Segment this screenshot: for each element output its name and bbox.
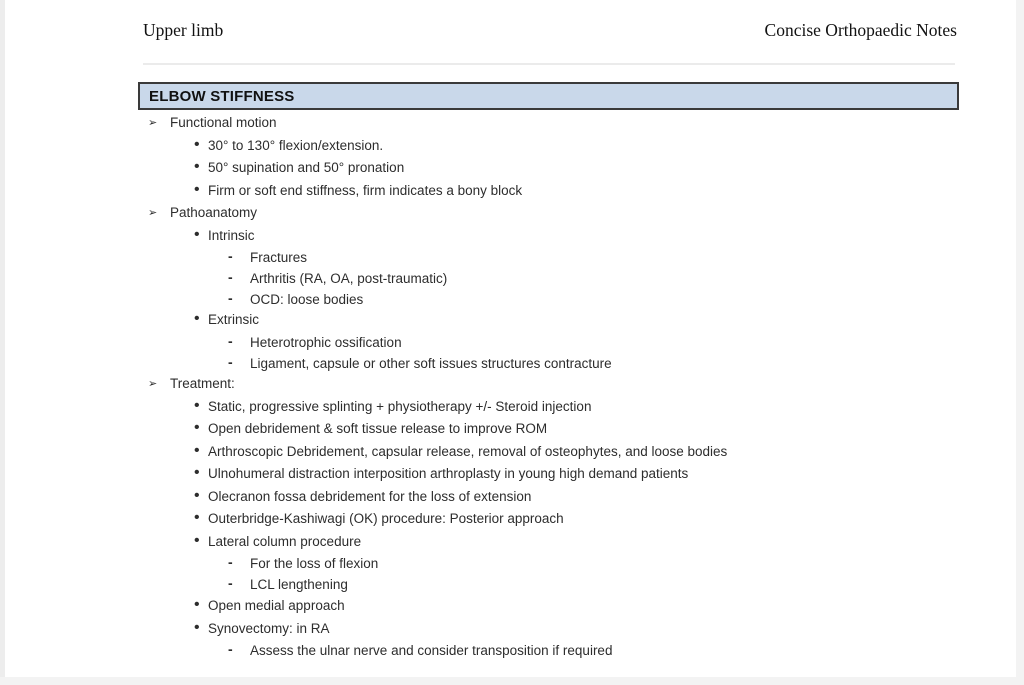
- list-item-text: Extrinsic: [208, 312, 260, 328]
- page-edge-left: [0, 0, 5, 677]
- dash-bullet-icon: -: [228, 332, 233, 349]
- running-header-right: Concise Orthopaedic Notes: [764, 20, 957, 40]
- dash-bullet-icon: -: [228, 641, 233, 658]
- list-item-text: Open medial approach: [208, 598, 345, 614]
- section-title-bar: [138, 82, 959, 110]
- list-item-text: Fractures: [250, 250, 308, 265]
- dot-bullet-icon: •: [194, 396, 200, 414]
- list-item: [138, 291, 988, 312]
- dot-bullet-icon: •: [194, 225, 200, 243]
- list-item-text: LCL lengthening: [250, 577, 348, 593]
- list-item-text: Firm or soft end stiffness, firm indicates a bony block: [208, 182, 523, 198]
- dash-bullet-icon: -: [228, 554, 233, 571]
- list-item-text: Pathoanatomy: [170, 205, 258, 220]
- dot-bullet-icon: •: [194, 618, 200, 636]
- list-item: [138, 420, 988, 443]
- dot-bullet-icon: •: [194, 441, 200, 459]
- list-item: [138, 398, 988, 421]
- list-item: [138, 334, 988, 355]
- dot-bullet-icon: •: [194, 180, 200, 198]
- dash-bullet-icon: -: [228, 248, 233, 264]
- list-item-text: Synovectomy: in RA: [208, 620, 330, 636]
- dot-bullet-icon: •: [194, 486, 200, 504]
- list-item-text: Outerbridge-Kashiwagi (OK) procedure: Posterior approach: [208, 511, 564, 527]
- list-item: [138, 311, 988, 334]
- list-item: [138, 375, 988, 398]
- list-item: [138, 355, 988, 376]
- list-item: [138, 642, 988, 663]
- list-item: [138, 137, 988, 160]
- running-header-left: Upper limb: [143, 20, 224, 40]
- list-item: [138, 227, 988, 250]
- list-item-text: Functional motion: [170, 115, 277, 130]
- list-item: [138, 114, 988, 137]
- list-item: [138, 620, 988, 643]
- list-item-text: 30° to 130° flexion/extension.: [208, 137, 384, 153]
- dash-bullet-icon: -: [228, 575, 233, 592]
- list-item-text: Open debridement & soft tissue release to improve ROM: [208, 421, 548, 437]
- list-item: [138, 510, 988, 533]
- list-item: [138, 597, 988, 620]
- dot-bullet-icon: •: [194, 135, 200, 153]
- dot-bullet-icon: •: [194, 158, 200, 175]
- list-item: [138, 249, 988, 270]
- list-item: [138, 488, 988, 511]
- list-item: [138, 270, 988, 291]
- dash-bullet-icon: -: [228, 353, 233, 370]
- page-edge-bottom: [0, 677, 1024, 685]
- dot-bullet-icon: •: [194, 419, 200, 437]
- list-item: [138, 443, 988, 466]
- dash-bullet-icon: -: [228, 268, 233, 285]
- list-item: [138, 533, 988, 556]
- list-item-text: 50° supination and 50° pronation: [208, 160, 405, 175]
- dash-bullet-icon: -: [228, 289, 233, 306]
- outline-list: [138, 114, 988, 663]
- list-item-text: Ligament, capsule or other soft issues structures contracture: [250, 355, 612, 371]
- list-item-text: Lateral column procedure: [208, 533, 362, 549]
- list-item-text: Arthritis (RA, OA, post-traumatic): [250, 270, 448, 286]
- dot-bullet-icon: •: [194, 531, 200, 549]
- dot-bullet-icon: •: [194, 464, 200, 482]
- list-item-text: Olecranon fossa debridement for the loss of extension: [208, 488, 532, 504]
- list-item-text: Assess the ulnar nerve and consider transposition if required: [250, 643, 613, 659]
- list-item: [138, 576, 988, 597]
- list-item: [138, 182, 988, 205]
- list-item-text: Intrinsic: [208, 227, 255, 243]
- list-item: [138, 204, 988, 227]
- dot-bullet-icon: •: [194, 596, 200, 614]
- arrow-bullet-icon: ➢: [148, 378, 158, 391]
- list-item-text: For the loss of flexion: [250, 556, 379, 572]
- dot-bullet-icon: •: [194, 310, 200, 328]
- list-item-text: Heterotrophic ossification: [250, 334, 402, 350]
- scan-artifact-line: [143, 63, 955, 65]
- list-item: [138, 159, 988, 182]
- list-item-text: Treatment:: [170, 376, 235, 392]
- dot-bullet-icon: •: [194, 509, 200, 527]
- list-item-text: Arthroscopic Debridement, capsular release, removal of osteophytes, and loose bodies: [208, 443, 728, 459]
- section-title: ELBOW STIFFNESS: [149, 87, 295, 105]
- list-item-text: OCD: loose bodies: [250, 291, 364, 307]
- list-item-text: Ulnohumeral distraction interposition arthroplasty in young high demand patients: [208, 466, 689, 482]
- list-item: [138, 555, 988, 576]
- arrow-bullet-icon: ➢: [148, 117, 158, 129]
- list-item-text: Static, progressive splinting + physiotherapy +/- Steroid injection: [208, 398, 592, 414]
- arrow-bullet-icon: ➢: [148, 207, 158, 219]
- page-edge-right: [1016, 0, 1024, 685]
- list-item: [138, 465, 988, 488]
